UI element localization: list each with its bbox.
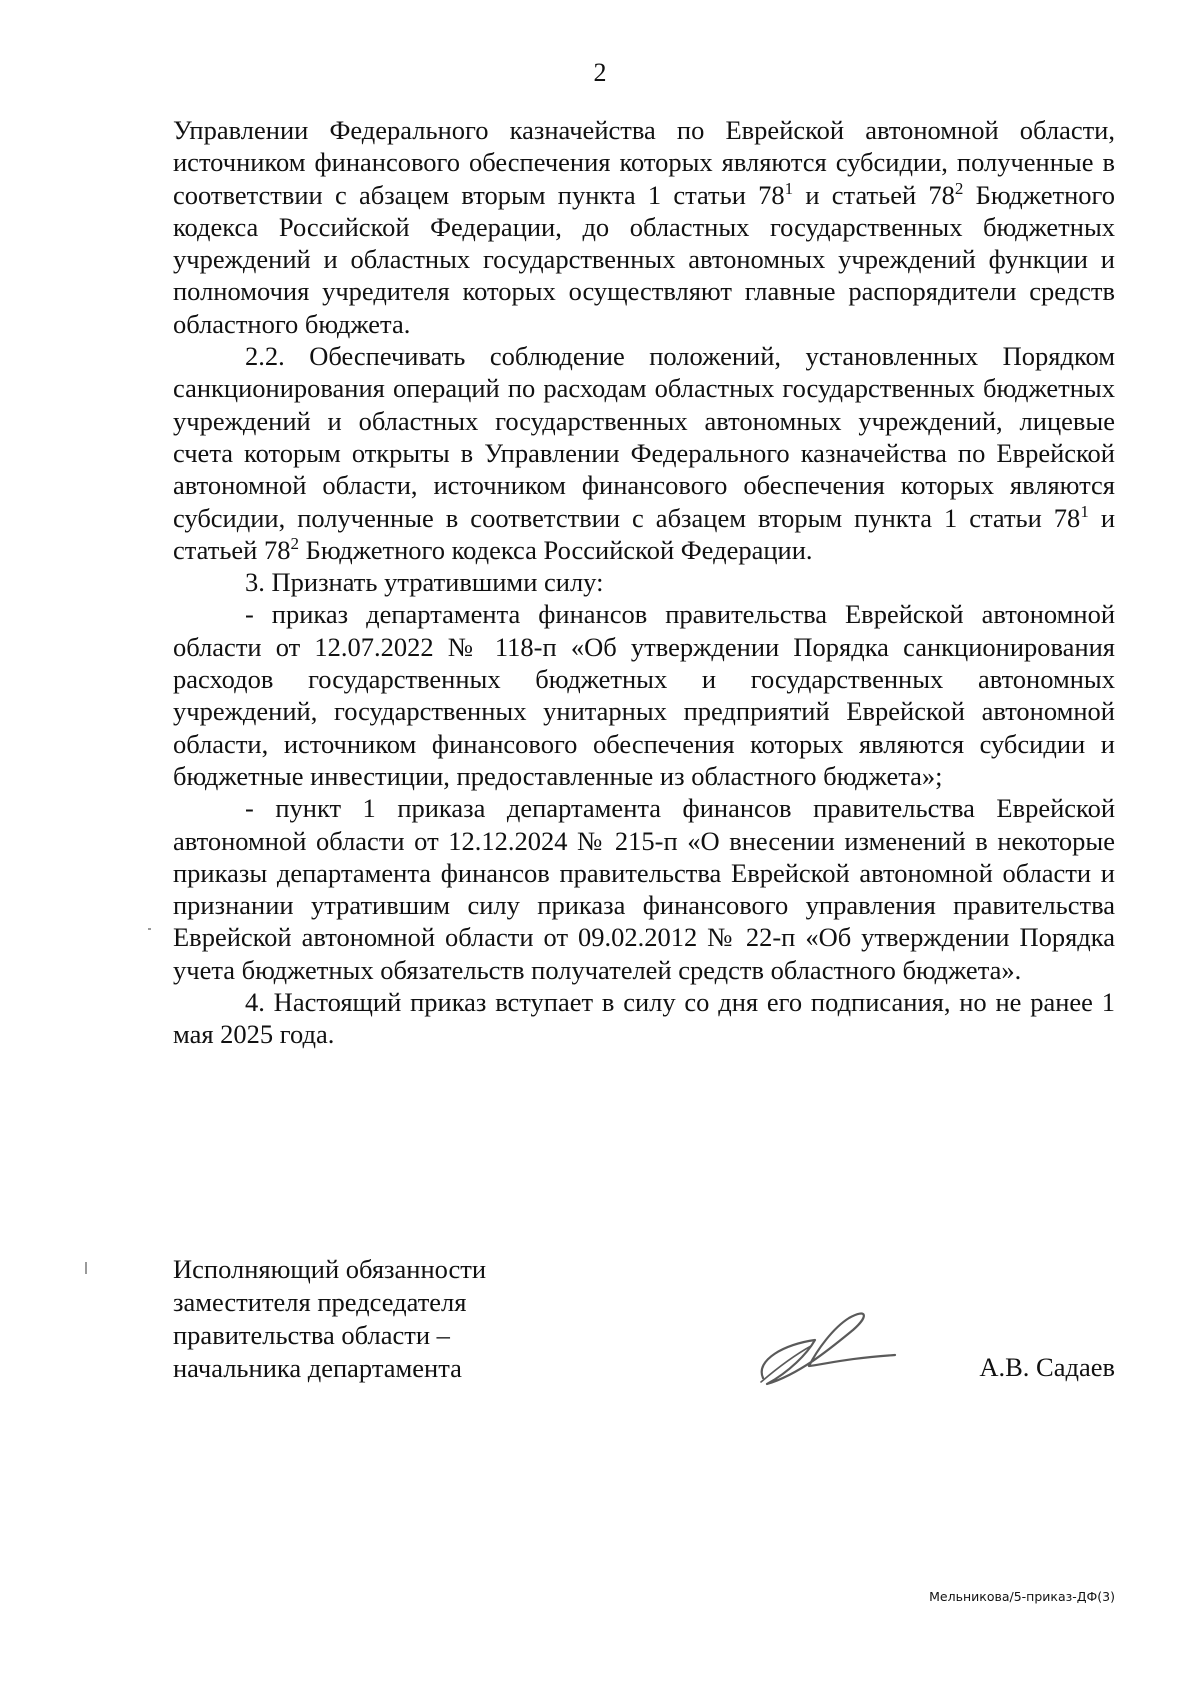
paragraph-3-item-2: - пункт 1 приказа департамента финансов правительства Еврейской автономной области от 12.12.2024 № 215-п «О внесении изменений в некоторые приказы департамента финансов правительства Еврейской автономной области и признании утратившим силу приказа финансового управления правительства Еврейской автономной области от 09.02.2012 № 22-п «Об утверждении Порядка учета бюджетных обязательств получателей средств областного бюджета».	[173, 793, 1115, 985]
paragraph-2-1-continuation	[173, 114, 1115, 340]
signatory-title-line: заместителя председателя	[173, 1287, 467, 1317]
superscript: 1	[1080, 501, 1089, 521]
paragraph-text: и статьей 78	[793, 179, 955, 210]
paragraph-text: Бюджетного кодекса Российской Федерации, до областных государственных бюджетных учреждений и областных государственных автономных учреждений функции и полномочия учредителя которых осуществляют главные распорядители средств областного бюджета.	[173, 179, 1115, 339]
paragraph-4: 4. Настоящий приказ вступает в силу со дня его подписания, но не ранее 1 мая 2025 года.	[173, 987, 1115, 1050]
signature-stroke	[762, 1314, 895, 1384]
paragraph-3: 3. Признать утратившими силу:	[245, 567, 604, 598]
superscript: 1	[784, 178, 794, 198]
executor-reference: Мельникова/5-приказ-ДФ(3)	[929, 1589, 1115, 1604]
page-number: 2	[593, 58, 607, 87]
signatory-title	[173, 1253, 486, 1385]
signatory-title-line: Исполняющий обязанности	[173, 1254, 487, 1284]
paragraph-text: Управлении Федерального казначейства по Еврейской автономной области, источником финансового обеспечения которых являются субсидии, полученные в соответствии с абзацем вторым пункта 1 статьи 78	[173, 115, 1115, 210]
handwritten-signature	[745, 1300, 910, 1395]
paragraph-2-2	[173, 340, 1115, 566]
superscript: 2	[954, 178, 964, 198]
paragraph-3-item-1: - приказ департамента финансов правительства Еврейской автономной области от 12.07.2022 № 118-п «Об утверждении Порядка санкционирования расходов государственных бюджетных и государственных автономных учреждений, государственных унитарных предприятий Еврейской автономной области, источником финансового обеспечения которых являются субсидии и бюджетные инвестиции, предоставленные из областного бюджета»;	[173, 599, 1115, 791]
scan-speck	[85, 1262, 87, 1274]
signatory-title-line: правительства области –	[173, 1320, 450, 1350]
signatory-name: А.В. Садаев	[979, 1352, 1115, 1382]
paragraph-text: 2.2. Обеспечивать соблюдение положений, установленных Порядком санкционирования операций по расходам областных государственных бюджетных учреждений и областных государственных автономных учреждений, лицевые счета которым открыты в Управлении Федерального казначейства по Еврейской автономной области, источником финансового обеспечения которых являются субсидии, полученные в соответствии с абзацем вторым пункта 1 статьи 78	[173, 341, 1115, 533]
signatory-title-line: начальника департамента	[173, 1353, 462, 1383]
scan-speck	[148, 928, 151, 930]
document-body	[173, 114, 1115, 1051]
paragraph-text: и статьей 78	[173, 502, 1115, 565]
superscript: 2	[290, 533, 299, 553]
paragraph-text: Бюджетного кодекса Российской Федерации.	[298, 534, 813, 565]
